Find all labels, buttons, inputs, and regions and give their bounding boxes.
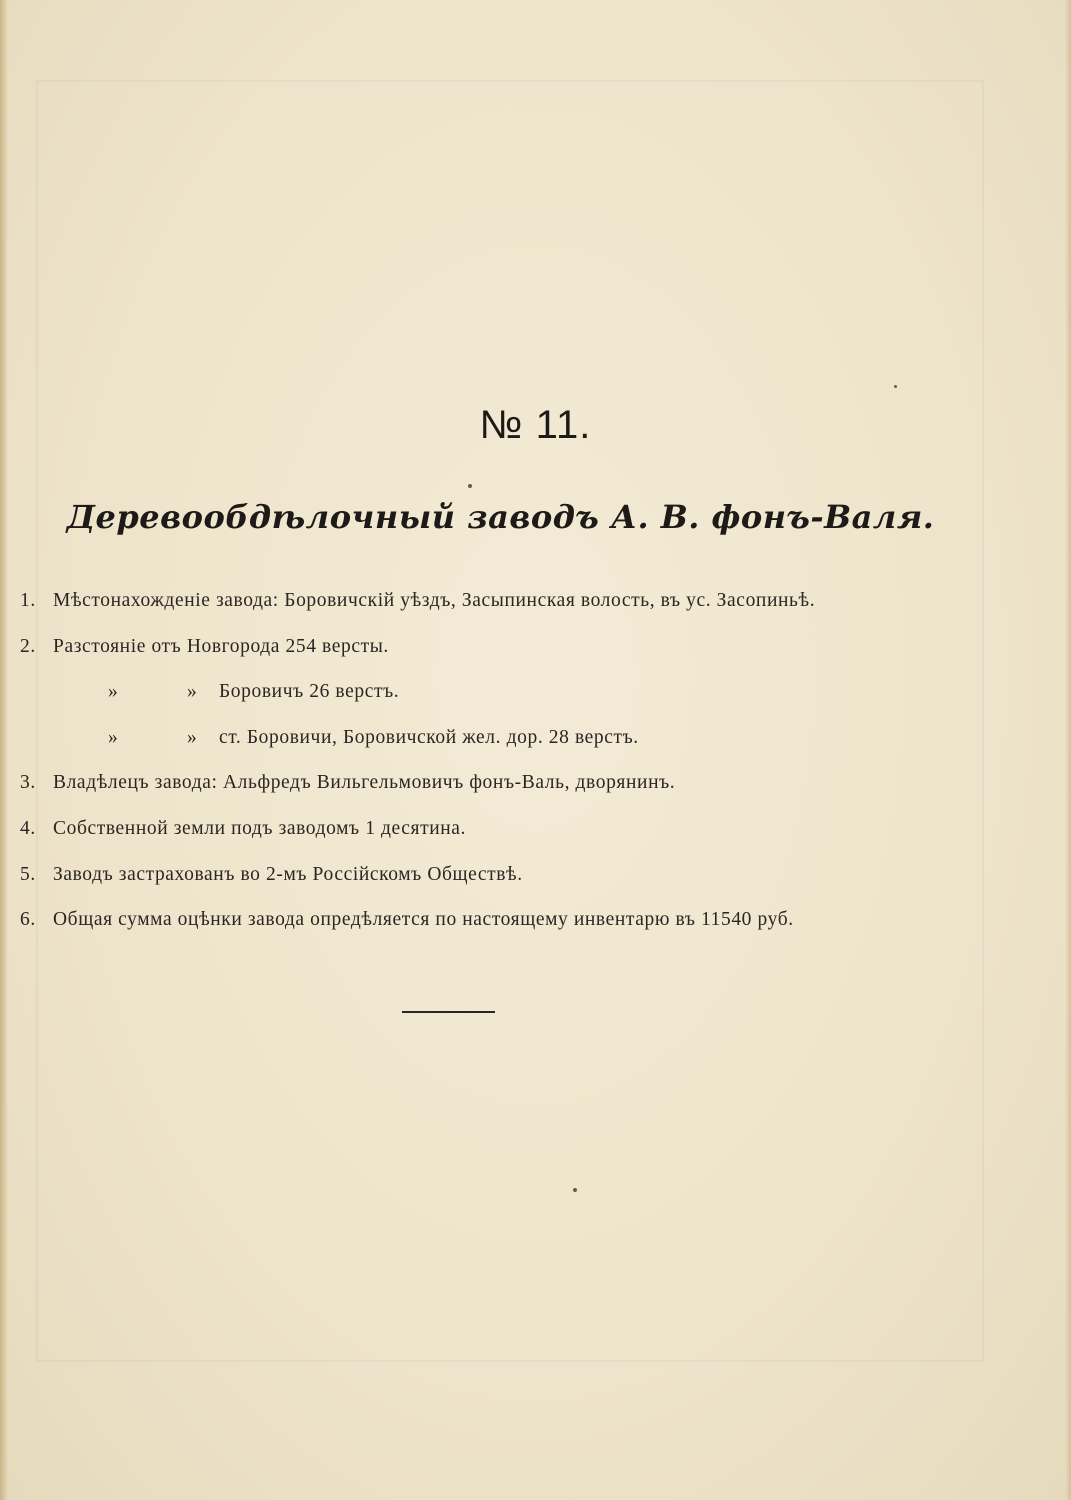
- paper-speck: [468, 484, 472, 488]
- item-text: Общая сумма оцѣнки завода опредѣляется по настоящему инвентарю въ 11540 руб.: [53, 909, 794, 931]
- document-number: № 11.: [479, 403, 592, 447]
- paper-speck: [894, 385, 897, 388]
- item-number: 6.: [20, 909, 36, 931]
- item-text: Заводъ застрахованъ во 2-мъ Россійскомъ Обществѣ.: [53, 863, 523, 885]
- item-number: 5.: [20, 863, 36, 885]
- item-number: 4.: [20, 817, 36, 839]
- list-item-ditto: [20, 677, 1020, 723]
- paper-speck: [573, 1188, 577, 1192]
- item-text: Мѣстонахожденіе завода: Боровичскій уѣздъ, Засыпинская волость, въ ус. Засопиньѣ.: [53, 590, 816, 611]
- list-item-ditto: [20, 723, 1020, 769]
- list-item: [20, 586, 1020, 632]
- item-number: 2.: [20, 635, 36, 657]
- ditto-mark: »: [108, 726, 119, 748]
- ditto-mark: »: [187, 681, 198, 703]
- document-title: Деревообдѣлочный заводъ А. В. фонъ-Валя.: [66, 498, 935, 536]
- item-number: 1.: [20, 590, 36, 611]
- list-item: [20, 860, 1020, 906]
- list-item: [20, 632, 1020, 678]
- item-text: Собственной земли подъ заводомъ 1 десятина.: [53, 817, 467, 839]
- list-item: [20, 905, 1020, 951]
- ditto-mark: »: [187, 726, 198, 748]
- page-right-edge: [1065, 0, 1071, 1500]
- item-text: Боровичъ 26 верстъ.: [219, 681, 400, 703]
- list-item: [20, 768, 1020, 814]
- item-number: 3.: [20, 772, 36, 794]
- item-text: Владѣлецъ завода: Альфредъ Вильгельмовичъ фонъ-Валь, дворянинъ.: [53, 772, 676, 794]
- ditto-mark: »: [108, 681, 119, 703]
- list-item: [20, 814, 1020, 860]
- item-list: [20, 586, 1020, 951]
- page-left-edge: [0, 0, 8, 1500]
- item-text: ст. Боровичи, Боровичской жел. дор. 28 верстъ.: [219, 726, 639, 748]
- closing-rule: [402, 1011, 495, 1013]
- item-text: Разстояніе отъ Новгорода 254 версты.: [53, 635, 389, 657]
